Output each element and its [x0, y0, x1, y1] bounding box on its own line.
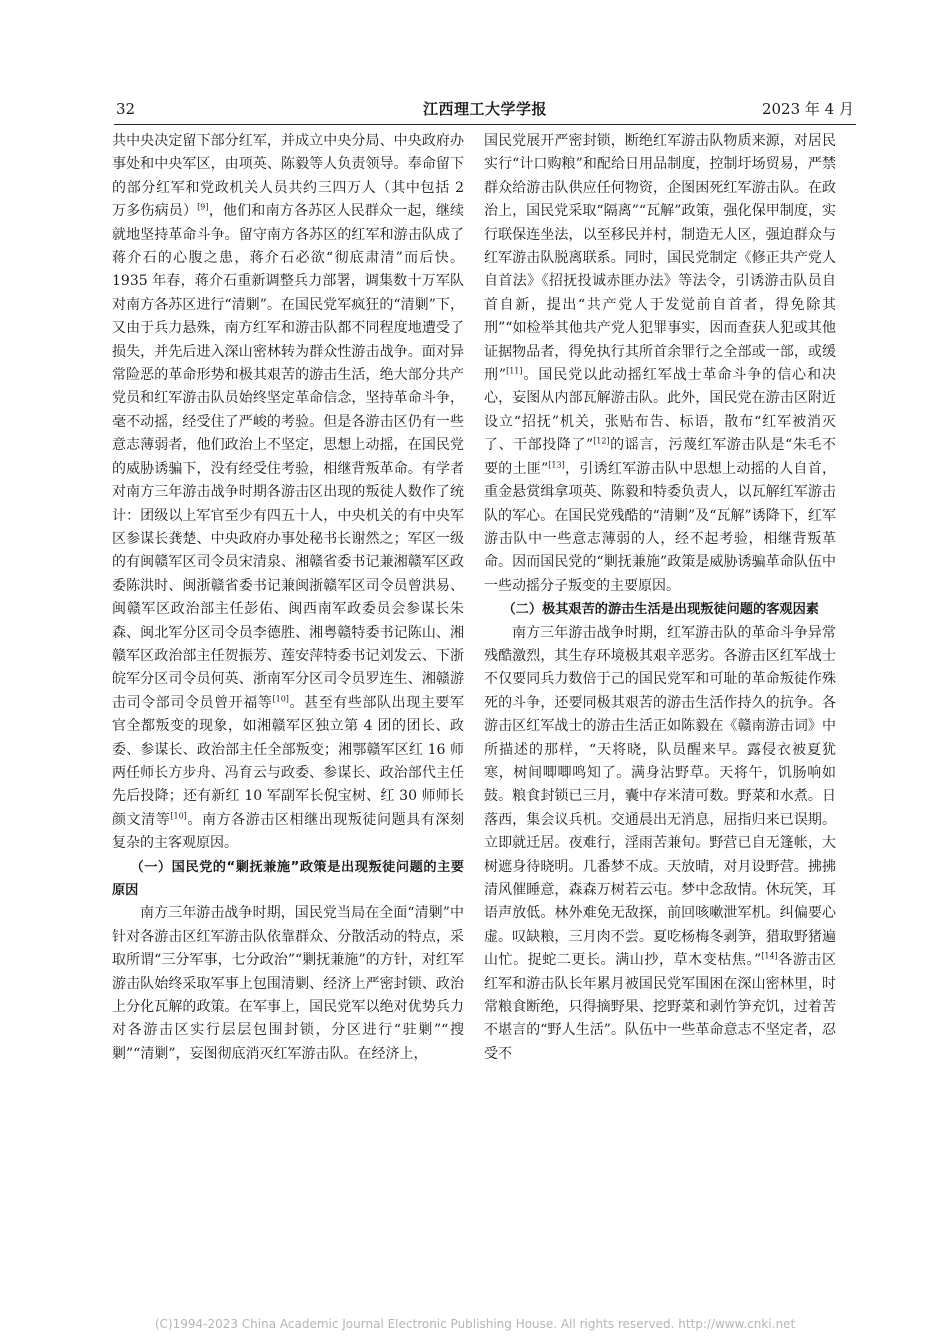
citation: [9]	[197, 202, 209, 212]
citation: [13]	[548, 460, 565, 470]
copyright-footer: (C)1994-2023 China Academic Journal Electronic Publishing House. All rights reserved. http://www.cnki.net	[154, 1317, 796, 1331]
citation: [11]	[506, 366, 523, 376]
right-column	[484, 130, 836, 1066]
citation: [10]	[170, 811, 187, 821]
paragraph: 共中央决定留下部分红军，并成立中央分局、中央政府办事处和中央军区，由项英、陈毅等人负责领导。奉命留下的部分红军和党政机关人员共约三四万人（其中包括 2 万多伤病员）[9]，他们和南方各苏区人民群众一起，继续就地坚持革命斗争。留守南方各苏区的红军和游击队成了蒋介石的心腹之患，蒋介石必欲“彻底肃清”而后快。1935 年春，蒋介石重新调整兵力部署，调集数十万军队对南方各苏区进行“清剿”。在国民党军疯狂的“清剿”下，又由于兵力悬殊，南方红军和游击队都不同程度地遭受了损失，并先后进入深山密林转为群众性游击战争。面对异常险恶的革命形势和极其艰苦的游击生活，绝大部分共产党员和红军游击队员始终坚定革命信念，坚持革命斗争，毫不动摇，经受住了严峻的考验。但是各游击区仍有一些意志薄弱者，他们政治上不坚定，思想上动摇，在国民党的威胁诱骗下，没有经受住考验，相继背叛革命。有学者对南方三年游击战争时期各游击区出现的叛徒人数作了统计：团级以上军官至少有四五十人，中央机关的有中央军区参谋长龚楚、中央政府办事处秘书长谢然之；军区一级的有闽赣军区司令员宋清泉、湘赣省委书记兼湘赣军区政委陈洪时、闽浙赣省委书记兼闽浙赣军区司令员曾洪易、闽赣军区政治部主任彭佑、闽西南军政委员会参谋长朱森、闽北军分区司令员李德胜、湘粤赣特委书记陈山、湘赣军区政治部主任贺振芳、莲安萍特委书记刘发云、下浙皖军分区司令员何英、浙南军分区司令员罗连生、湘赣游击司令部司令员曾开福等[10]。甚至有些部队出现主要军官全都叛变的现象，如湘赣军区独立第 4 团的团长、政委、参谋长、政治部主任全部叛变；湘鄂赣军区红 16 师两任师长方步舟、冯育云与政委、参谋长、政治部代主任先后投降；还有新红 10 军副军长倪宝树、红 30 师师长颜文清等[10]。南方各游击区相继出现叛徒问题具有深刻复杂的主客观原因。	[112, 133, 465, 852]
section-heading: （二）极其艰苦的游击生活是出现叛徒问题的客观因素	[502, 602, 819, 618]
left-column	[112, 130, 464, 1066]
issue-date: 2023 年 4 月	[761, 100, 854, 118]
citation: [12]	[593, 436, 610, 446]
paragraph: 国民党展开严密封锁，断绝红军游击队物质来源，对居民实行“计口购粮”和配给日用品制度，控制圩场贸易，严禁群众给游击队供应任何物资，企图困死红军游击队。在政治上，国民党采取“隔离”“瓦解”政策，强化保甲制度，实行联保连坐法，以至移民并村，制造无人区，强迫群众与红军游击队脱离联系。同时，国民党制定《修正共产党人自首法》《招抚投诚赤匪办法》等法令，引诱游击队员自首自新，提出“共产党人于发觉前自首者，得免除其刑”“如检举其他共产党人犯罪事实，因而查获人犯或其他证据物品者，得免执行其所首余罪行之全部或一部，或缓刑”[11]。国民党以此动摇红军战士革命斗争的信心和决心，妄图从内部瓦解游击队。此外，国民党在游击区附近设立“招抚”机关，张贴布告、标语，散布“红军被消灭了、干部投降了”[12]的谣言，污蔑红军游击队是“朱毛不要的土匪”[13]，引诱红军游击队中思想上动摇的人自首，重金悬赏缉拿项英、陈毅和特委负责人，以瓦解红军游击队的军心。在国民党残酷的“清剿”及“瓦解”诱降下，红军游击队中一些意志薄弱的人，经不起考验，相继背叛革命。因而国民党的“剿抚兼施”政策是威胁诱骗革命队伍中一些动摇分子叛变的主要原因。	[484, 133, 836, 594]
page-number: 32	[116, 100, 136, 118]
journal-title: 江西理工大学学报	[422, 100, 547, 118]
citation: [10]	[272, 694, 289, 704]
citation: [14]	[761, 951, 778, 961]
paragraph: 南方三年游击战争时期，红军游击队的革命斗争异常残酷激烈，其生存环境极其艰辛恶劣。各游击区红军战士不仅要同兵力数倍于己的国民党军和可耻的革命叛徒作殊死的斗争，还要同极其艰苦的游击生活作持久的抗争。各游击区红军战士的游击生活正如陈毅在《赣南游击词》中所描述的那样，“天将晓，队员醒来早。露侵衣被夏犹寒，树间唧唧鸣知了。满身沾野草。天将午，饥肠响如鼓。粮食封锁已三月，囊中存米清可数。野菜和水煮。日落西，集会议兵机。交通晨出无消息，屈指归来已误期。立即就迁居。夜难行，淫雨苦兼旬。野营已自无篷帐，大树遮身待晓明。几番梦不成。天放晴，对月设野营。拂拂清风催睡意，森森万树若云屯。梦中念敌情。休玩笑，耳语声放低。林外难免无敌探，前回咳嗽泄军机。纠偏要心虚。叹缺粮，三月肉不尝。夏吃杨梅冬剥笋，猎取野猪遍山忙。捉蛇二更长。满山抄，草木变枯焦。”[14]各游击区红军和游击队长年累月被国民党军围困在深山密林里，时常粮食断绝，只得摘野果、挖野菜和剥竹笋充饥，过着苦不堪言的“野人生活”。队伍中一些革命意志不坚定者，忍受不	[484, 624, 837, 1062]
section-heading: （一）国民党的“剿抚兼施”政策是出现叛徒问题的主要原因	[112, 859, 464, 898]
running-header	[114, 98, 856, 125]
paragraph: 南方三年游击战争时期，国民党当局在全面“清剿”中针对各游击区红军游击队依靠群众、分散活动的特点，采取所谓“三分军事，七分政治”“剿抚兼施”的方针，对红军游击队始终采取军事上包围清剿、经济上严密封锁、政治上分化瓦解的政策。在军事上，国民党军以绝对优势兵力对各游击区实行层层包围封锁，分区进行“驻剿”“搜剿”“清剿”，妄图彻底消灭红军游击队。在经济上，	[112, 905, 464, 1062]
